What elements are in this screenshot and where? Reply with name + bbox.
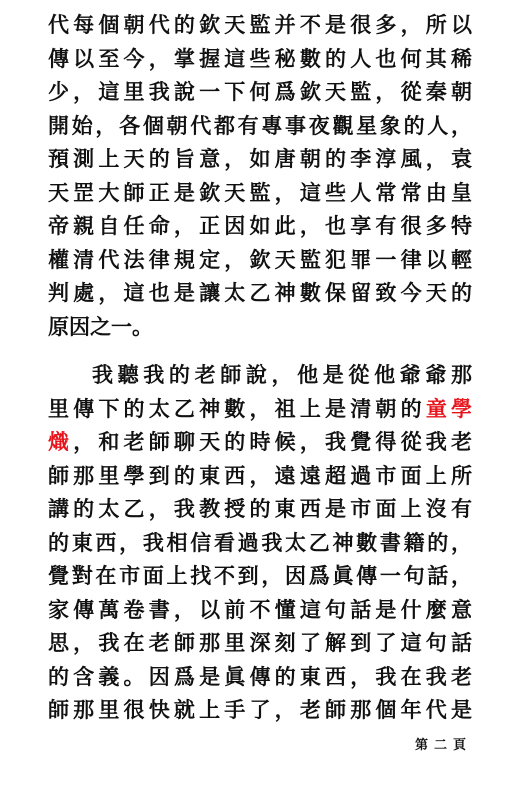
text-line: 開始，各個朝代都有專事夜觀星象的人， bbox=[48, 112, 472, 138]
text-line: 原因之一。 bbox=[48, 313, 153, 339]
text-line-with-highlight bbox=[48, 392, 472, 426]
text-line: 的東西，我相信看過我太乙神數書籍的， bbox=[48, 529, 472, 555]
text-span: ，和老師聊天的時候，我覺得從我老 bbox=[73, 429, 472, 454]
text-line: 師那里學到的東西，遠遠超過市面上所 bbox=[48, 462, 472, 488]
highlighted-name: 熾 bbox=[48, 429, 74, 454]
text-line: 我聽我的老師說，他是從他爺爺那 bbox=[92, 362, 472, 387]
paragraph-2 bbox=[48, 358, 472, 727]
text-line: 傳以至今，掌握這些秘數的人也何其稀 bbox=[48, 45, 472, 71]
text-line: 權清代法律規定，欽天監犯罪一律以輕 bbox=[48, 246, 472, 272]
text-line: 帝親自任命，正因如此，也享有很多特 bbox=[48, 213, 472, 238]
text-line: 少，這里我說一下何爲欽天監，從秦朝 bbox=[48, 79, 472, 104]
text-line: 師那里很快就上手了，老師那個年代是 bbox=[48, 697, 472, 722]
text-line: 家傳萬卷書，以前不懂這句話是什麼意 bbox=[48, 596, 472, 622]
text-line: 天罡大師正是欽天監，這些人常常由皇 bbox=[48, 179, 472, 205]
text-line: 覺對在市面上找不到，因爲眞傳一句話， bbox=[48, 563, 472, 588]
text-line: 的含義。因爲是眞傳的東西，我在我老 bbox=[48, 663, 472, 689]
text-line: 講的太乙，我教授的東西是市面上沒有 bbox=[48, 496, 472, 521]
text-span: 里傳下的太乙神數，祖上是清朝的 bbox=[48, 395, 426, 421]
highlighted-name: 童學 bbox=[425, 395, 472, 421]
paragraph-1 bbox=[48, 8, 472, 343]
page-number: 第二頁 bbox=[414, 738, 472, 753]
text-line: 代每個朝代的欽天監并不是很多，所以 bbox=[48, 12, 472, 37]
text-line: 思，我在老師那里深刻了解到了這句話 bbox=[48, 630, 472, 655]
text-line-with-highlight bbox=[48, 425, 472, 459]
text-line: 預測上天的旨意，如唐朝的李淳風，袁 bbox=[48, 146, 472, 171]
text-line: 判處，這也是讓太乙神數保留致今天的 bbox=[48, 280, 472, 305]
